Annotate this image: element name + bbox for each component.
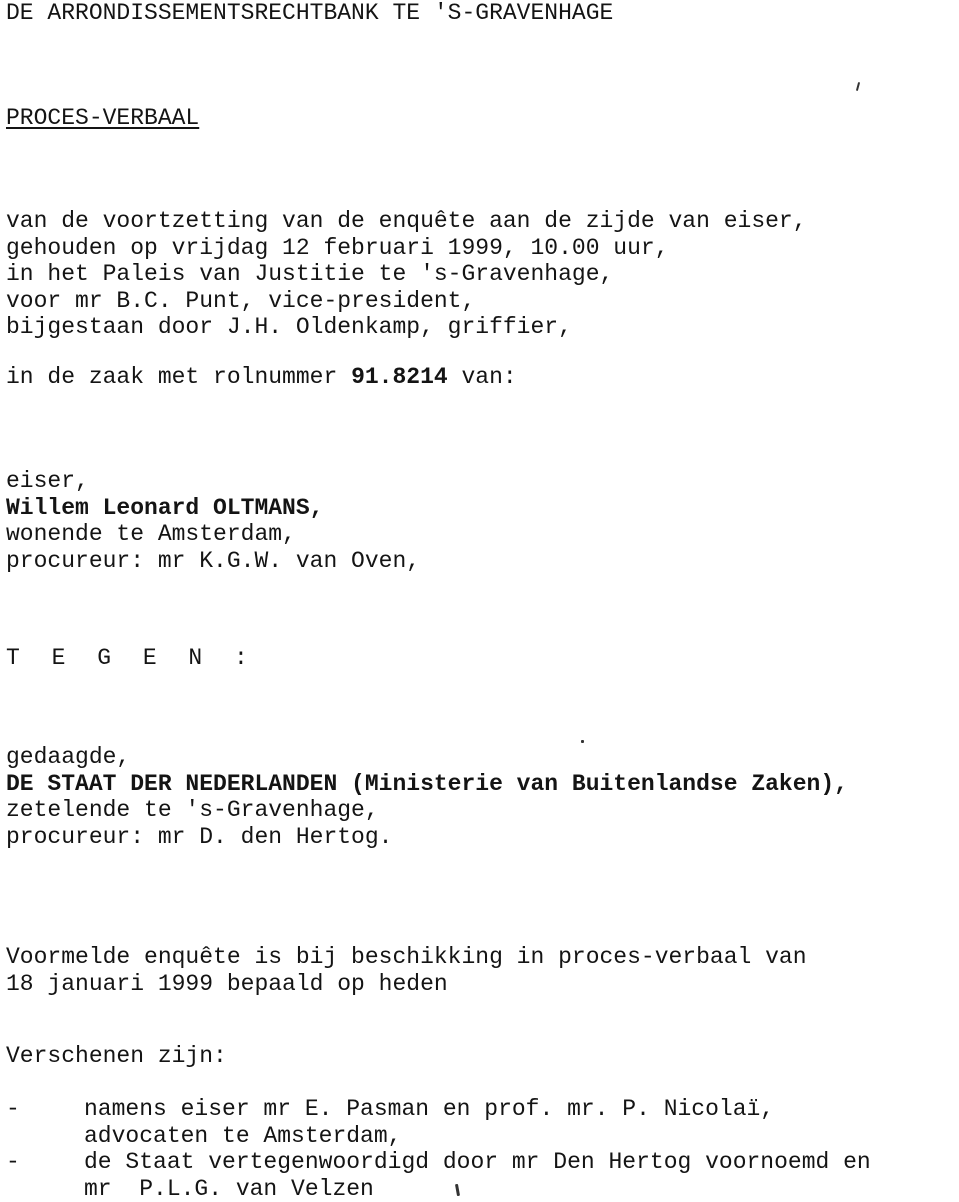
versus-heading: T E G E N :	[6, 645, 257, 672]
statement-line-1: Voormelde enquête is bij beschikking in proces-verbaal van	[6, 944, 807, 971]
appeared-item-2-line-1: de Staat vertegenwoordigd door mr Den Hertog voornoemd en	[84, 1149, 871, 1176]
plaintiff-role: eiser,	[6, 468, 89, 495]
court-heading: DE ARRONDISSEMENTSRECHTBANK TE 'S-GRAVENHAGE	[6, 0, 613, 27]
intro-line-5: bijgestaan door J.H. Oldenkamp, griffier,	[6, 314, 572, 341]
appeared-item-1-line-1: namens eiser mr E. Pasman en prof. mr. P. Nicolaï,	[84, 1096, 774, 1123]
appeared-item-1-line-2: advocaten te Amsterdam,	[84, 1123, 401, 1150]
scan-speck	[581, 740, 584, 743]
appeared-heading: Verschenen zijn:	[6, 1043, 227, 1070]
statement-line-2: 18 januari 1999 bepaald op heden	[6, 971, 448, 998]
intro-line-1: van de voortzetting van de enquête aan de zijde van eiser,	[6, 208, 807, 235]
case-number: 91.8214	[351, 364, 448, 390]
list-dash-1: -	[6, 1096, 20, 1123]
intro-line-3: in het Paleis van Justitie te 's-Gravenhage,	[6, 261, 613, 288]
appeared-item-2-line-2: mr P.L.G. van Velzen	[84, 1176, 374, 1202]
document-type-title: PROCES-VERBAAL	[6, 105, 199, 132]
list-dash-2: -	[6, 1149, 20, 1176]
intro-line-2: gehouden op vrijdag 12 februari 1999, 10.00 uur,	[6, 235, 669, 262]
case-prefix: in de zaak met rolnummer	[6, 364, 351, 390]
intro-line-4: voor mr B.C. Punt, vice-president,	[6, 288, 475, 315]
defendant-residence: zetelende te 's-Gravenhage,	[6, 797, 379, 824]
case-suffix: van:	[448, 364, 517, 390]
case-line	[6, 364, 517, 391]
defendant-attorney: procureur: mr D. den Hertog.	[6, 824, 392, 851]
defendant-role: gedaagde,	[6, 744, 130, 771]
plaintiff-attorney: procureur: mr K.G.W. van Oven,	[6, 548, 420, 575]
plaintiff-name: Willem Leonard OLTMANS,	[6, 495, 323, 522]
scan-speck	[455, 1184, 460, 1196]
defendant-name: DE STAAT DER NEDERLANDEN (Ministerie van Buitenlandse Zaken),	[6, 771, 848, 798]
plaintiff-residence: wonende te Amsterdam,	[6, 521, 296, 548]
scan-speck	[856, 82, 860, 91]
